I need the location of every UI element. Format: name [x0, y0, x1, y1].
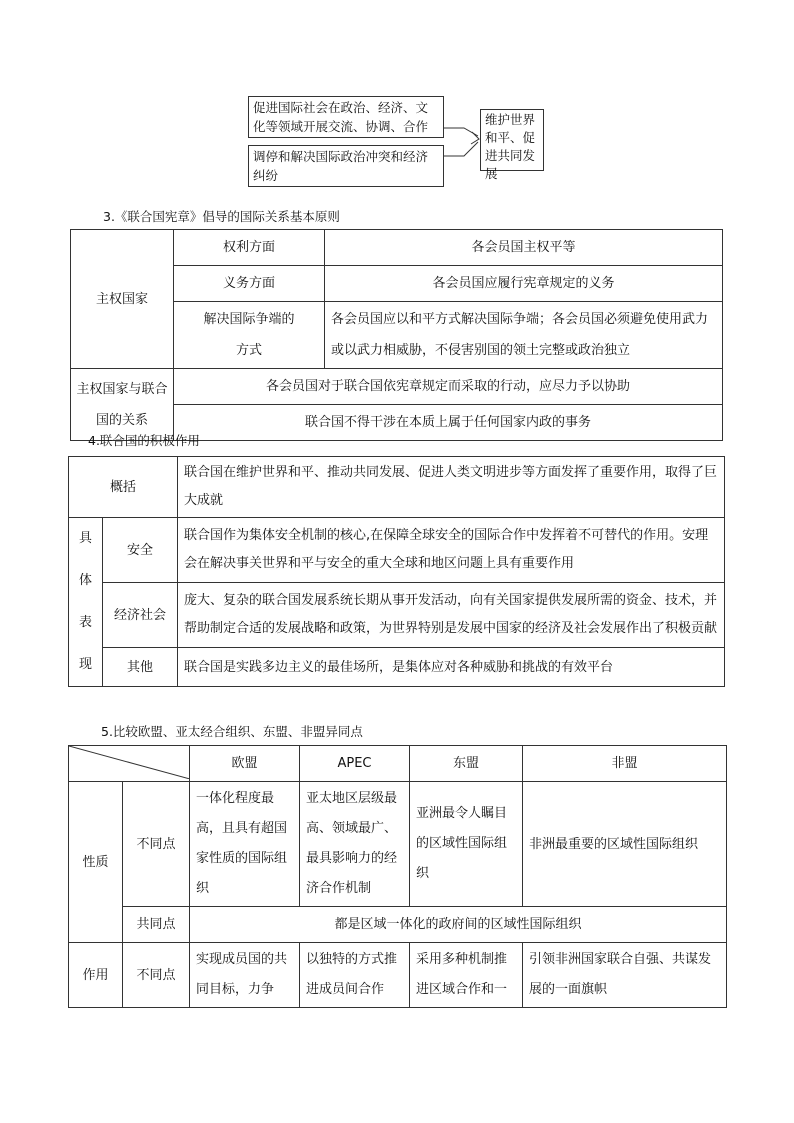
nature-diff-cell: 亚洲最令人瞩目的区域性国际组织 — [410, 782, 523, 907]
row-label: 其他 — [103, 648, 178, 687]
table-row — [71, 369, 723, 405]
row-content: 联合国作为集体安全机制的核心,在保障全球安全的国际合作中发挥着不可替代的作用。安理会在解决事关世界和平与安全的重大全球和地区问题上具有重要作用 — [178, 518, 725, 583]
column-header: 东盟 — [410, 746, 523, 782]
relation-label: 主权国家与联合国的关系 — [71, 369, 174, 441]
aspect-cell: 权利方面 — [174, 230, 325, 266]
overview-label: 概括 — [69, 457, 178, 518]
nature-diff-cell: 一体化程度最高，且具有超国家性质的国际组织 — [190, 782, 300, 907]
nature-common-cell: 都是区域一体化的政府间的区域性国际组织 — [190, 907, 727, 943]
role-diff-cell: 引领非洲国家联合自强、共谋发展的一面旗帜 — [523, 943, 727, 1008]
specific-label-char: 现 — [78, 657, 92, 672]
overview-content: 联合国在维护世界和平、推动共同发展、促进人类文明进步等方面发挥了重要作用，取得了巨大成就 — [178, 457, 725, 518]
specific-label-char: 表 — [78, 615, 92, 630]
specific-label-char: 体 — [78, 573, 92, 588]
role-diff-cell: 以独特的方式推进成员间合作 — [300, 943, 410, 1008]
flow-result-box: 维护世界和平、促进共同发展 — [480, 109, 544, 171]
table-row — [69, 782, 727, 907]
nature-label: 性质 — [69, 782, 123, 943]
table-row — [69, 518, 725, 583]
section-5-heading: 5.比较欧盟、亚太经合组织、东盟、非盟异同点 — [101, 724, 363, 739]
content-cell: 联合国不得干涉在本质上属于任何国家内政的事务 — [174, 405, 723, 441]
content-cell: 各会员国对于联合国依宪章规定而采取的行动，应尽力予以协助 — [174, 369, 723, 405]
role-label: 作用 — [69, 943, 123, 1008]
table-row — [69, 583, 725, 648]
table-row — [69, 907, 727, 943]
section-4-heading: 4.联合国的积极作用 — [88, 433, 200, 448]
role-diff-cell: 实现成员国的共同目标，力争 — [190, 943, 300, 1008]
table-row — [69, 457, 725, 518]
table-row — [69, 943, 727, 1008]
flow-box-1: 促进国际社会在政治、经济、文化等领域开展交流、协调、合作 — [248, 96, 444, 138]
common-label: 共同点 — [123, 907, 190, 943]
specific-label — [69, 518, 103, 687]
content-cell: 各会员国应履行宪章规定的义务 — [325, 266, 723, 302]
sovereign-state-label: 主权国家 — [71, 230, 174, 369]
principles-table — [70, 229, 723, 441]
table-row — [69, 746, 727, 782]
table-row — [69, 648, 725, 687]
row-label: 经济社会 — [103, 583, 178, 648]
diff-label: 不同点 — [123, 943, 190, 1008]
content-cell: 各会员国主权平等 — [325, 230, 723, 266]
aspect-cell: 解决国际争端的方式 — [174, 302, 325, 369]
column-header: APEC — [300, 746, 410, 782]
column-header: 非盟 — [523, 746, 727, 782]
content-cell: 各会员国应以和平方式解决国际争端；各会员国必须避免使用武力或以武力相威胁，不侵害别国的领土完整或政治独立 — [325, 302, 723, 369]
diff-label: 不同点 — [123, 782, 190, 907]
flow-bracket-arrow — [444, 100, 484, 190]
table-row — [71, 230, 723, 266]
un-role-table — [68, 456, 725, 687]
comparison-table — [68, 745, 727, 1008]
section-3-heading: 3.《联合国宪章》倡导的国际关系基本原则 — [103, 209, 340, 224]
column-header: 欧盟 — [190, 746, 300, 782]
flow-box-2: 调停和解决国际政治冲突和经济纠纷 — [248, 145, 444, 187]
diagonal-line — [69, 746, 190, 779]
role-diff-cell: 采用多种机制推进区域合作和一 — [410, 943, 523, 1008]
nature-diff-cell: 非洲最重要的区域性国际组织 — [523, 782, 727, 907]
row-content: 联合国是实践多边主义的最佳场所，是集体应对各种威胁和挑战的有效平台 — [178, 648, 725, 687]
row-label: 安全 — [103, 518, 178, 583]
aspect-cell: 义务方面 — [174, 266, 325, 302]
nature-diff-cell: 亚太地区层级最高、领域最广、最具影响力的经济合作机制 — [300, 782, 410, 907]
diagonal-header-cell — [69, 746, 190, 782]
row-content: 庞大、复杂的联合国发展系统长期从事开发活动，向有关国家提供发展所需的资金、技术，并帮助制定合适的发展战略和政策，为世界特别是发展中国家的经济及社会发展作出了积极贡献 — [178, 583, 725, 648]
specific-label-char: 具 — [78, 531, 92, 546]
